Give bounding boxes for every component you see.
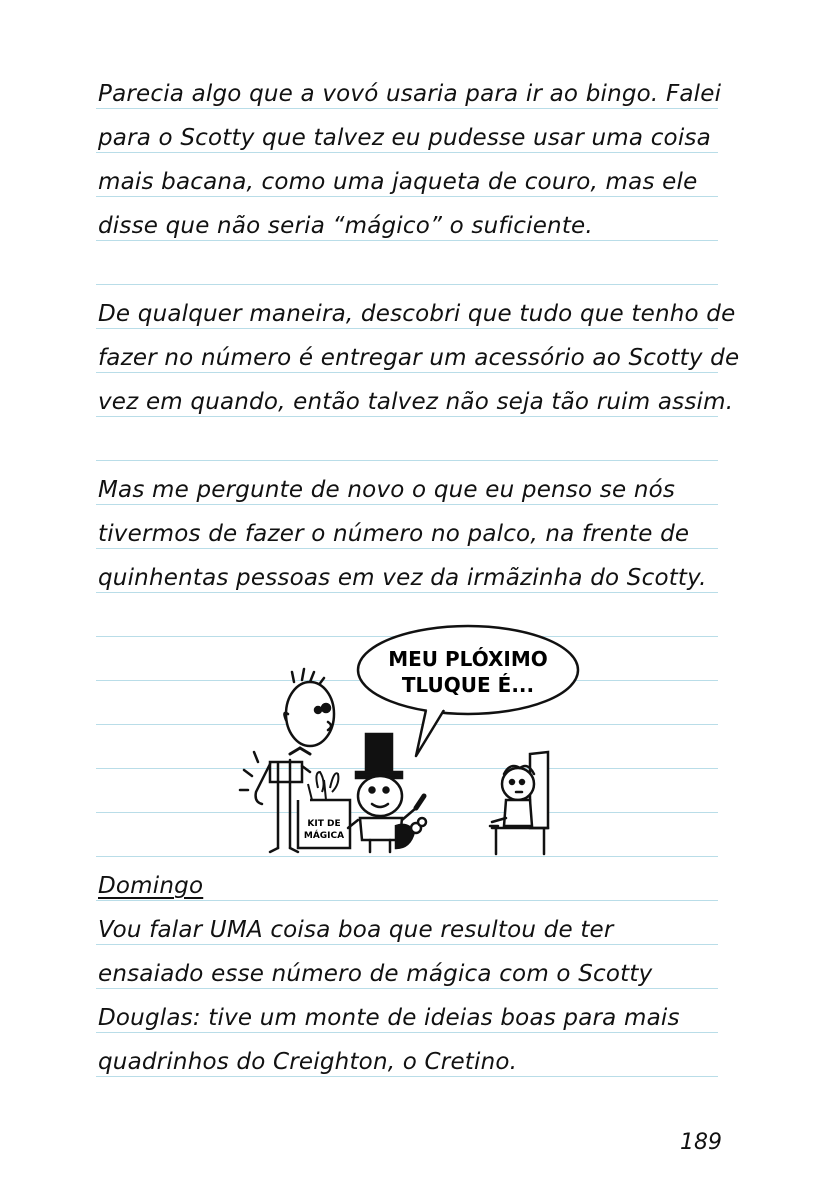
magic-kit-box <box>298 772 350 848</box>
little-sister-figure <box>490 752 548 854</box>
text-line: disse que não seria “mágico” o suficiente. <box>98 213 593 239</box>
text-line: tivermos de fazer o número no palco, na frente de <box>98 521 690 547</box>
text-line: fazer no número é entregar um acessório ao Scotty de <box>98 345 740 371</box>
text-line: ensaiado esse número de mágica com o Scotty <box>98 961 653 987</box>
text-line: Vou falar UMA coisa boa que resultou de ter <box>98 917 614 943</box>
text-line: para o Scotty que talvez eu pudesse usar uma coisa <box>98 125 711 151</box>
text-line: vez em quando, então talvez não seja tão ruim assim. <box>98 389 734 415</box>
ruled-line <box>96 460 718 461</box>
speech-text: TLUQUE É... <box>401 673 535 697</box>
speech-text: MEU PLÓXIMO <box>388 647 548 671</box>
box-label: MÁGICA <box>303 831 345 841</box>
entry-heading: Domingo <box>98 873 204 899</box>
text-line: Mas me pergunte de novo o que eu penso se nós <box>98 477 676 503</box>
box-label: KIT DE <box>307 819 341 829</box>
text-line: Parecia algo que a vovó usaria para ir ao bingo. Falei <box>98 81 722 107</box>
text-line: quadrinhos do Creighton, o Cretino. <box>98 1049 518 1075</box>
scotty-magician <box>348 734 426 852</box>
text-line: De qualquer maneira, descobri que tudo que tenho de <box>98 301 736 327</box>
text-line: quinhentas pessoas em vez da irmãzinha do Scotty. <box>98 565 707 591</box>
comic-illustration <box>230 622 590 858</box>
text-line: Douglas: tive um monte de ideias boas para mais <box>98 1005 680 1031</box>
page-number: 189 <box>680 1130 722 1155</box>
ruled-line <box>96 284 718 285</box>
text-line: mais bacana, como uma jaqueta de couro, mas ele <box>98 169 698 195</box>
